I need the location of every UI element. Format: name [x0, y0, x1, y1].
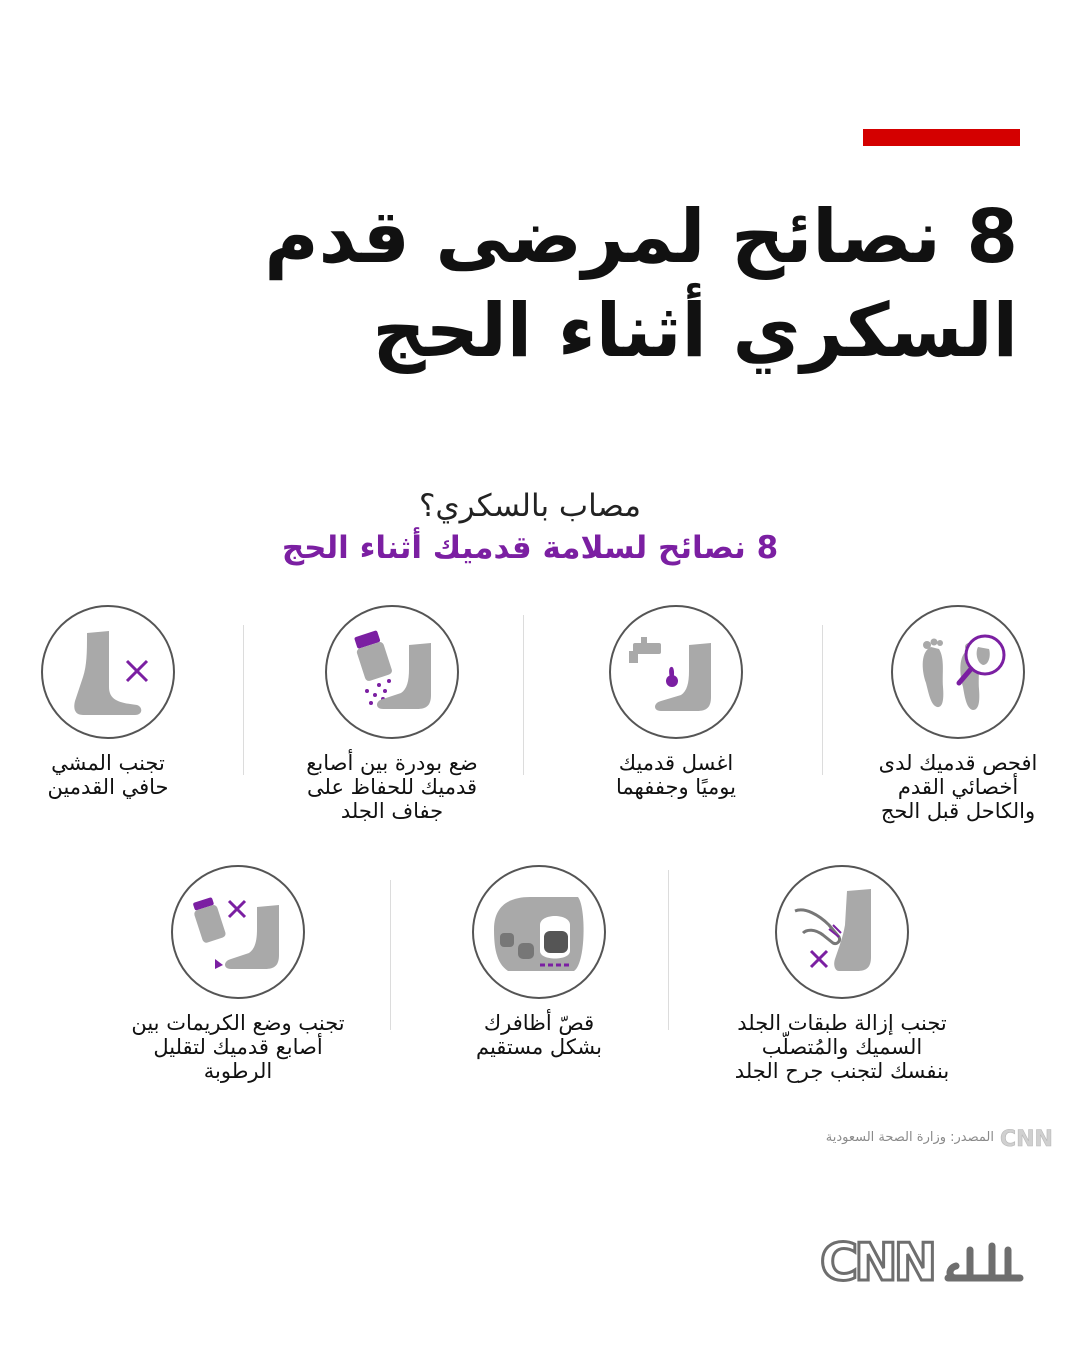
tip-label: تجنب إزالة طبقات الجلد السميك والمُتصلّب بنفسك لتجنب جرح الجلد: [734, 1011, 950, 1083]
subheading-title: 8 نصائح لسلامة قدميك أثناء الحج: [281, 530, 779, 566]
tip-card: [808, 605, 1080, 823]
foot-washing-icon: [609, 605, 743, 739]
headline-line-2: السكري أثناء الحج: [372, 288, 1018, 374]
source-note: المصدر: وزارة الصحة السعودية: [825, 1130, 994, 1145]
tip-card: [389, 865, 689, 1059]
tip-label: تجنب المشي حافي القدمين: [47, 751, 169, 799]
headline-line-1: 8 نصائح لمرضى قدم: [264, 194, 1018, 280]
subheading-question: مصاب بالسكري؟: [418, 488, 642, 524]
cnn-arabic-logo: [820, 1228, 1030, 1298]
tip-label: افحص قدميك لدى أخصائي القدم والكاحل قبل الحج: [878, 751, 1038, 823]
tip-label: اغسل قدميك يوميًا وجففهما: [616, 751, 736, 799]
tip-card: [242, 605, 542, 823]
tip-card: [692, 865, 992, 1083]
tip-card: [526, 605, 826, 799]
tip-label: ضع بودرة بين أصابع قدميك للحفاظ على جفاف الجلد: [306, 751, 478, 823]
tip-card: [88, 865, 388, 1083]
foot-cream-cross-icon: [171, 865, 305, 999]
cnn-arabic-mini-logo: [1000, 1122, 1080, 1154]
barefoot-cross-icon: [41, 605, 175, 739]
svg-text:CNN: CNN: [1000, 1127, 1053, 1152]
tip-label: قصّ أظافرك بشكل مستقيم: [475, 1011, 602, 1059]
skin-peeling-cross-icon: [775, 865, 909, 999]
feet-magnifier-icon: [891, 605, 1025, 739]
svg-text:CNN: CNN: [820, 1233, 934, 1293]
headline: [258, 190, 1018, 378]
tip-label: تجنب وضع الكريمات بين أصابع قدميك لتقليل الرطوبة: [131, 1011, 345, 1083]
red-accent-bar: [863, 129, 1020, 146]
tip-card: [0, 605, 258, 799]
toenail-trim-icon: [472, 865, 606, 999]
foot-powder-icon: [325, 605, 459, 739]
